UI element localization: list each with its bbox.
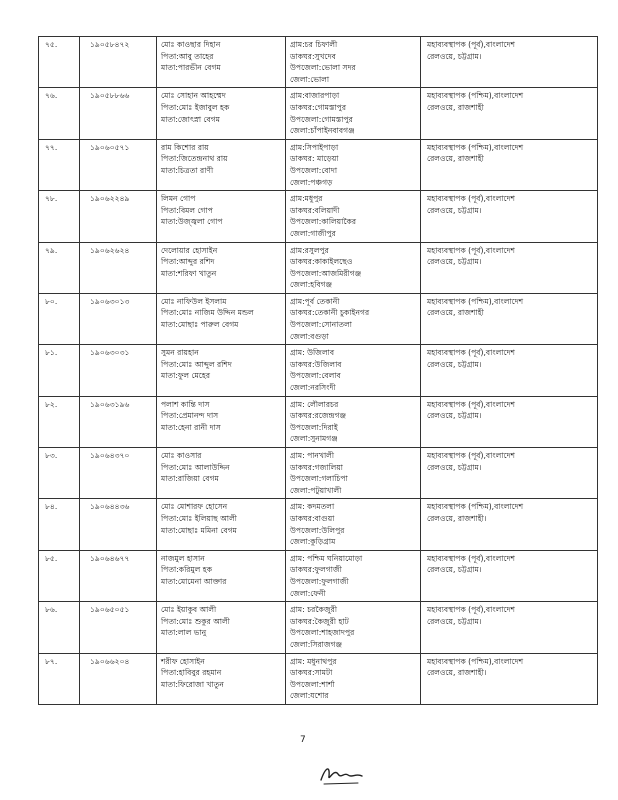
name-cell <box>157 602 286 653</box>
office-cell <box>421 293 598 344</box>
roll-number: ১৯০৬২৬২৪ <box>90 245 130 255</box>
name-cell <box>157 396 286 447</box>
address-cell <box>286 37 421 88</box>
name-line: পিতা:আবু তাহের <box>161 51 214 61</box>
office-line: রেলওয়ে, চট্টগ্রাম। <box>427 411 482 421</box>
office-line: মহাব্যবস্থাপক (পূর্ব),বাংলাদেশ <box>427 605 515 615</box>
address-line: জেলা:হবিগঞ্জ <box>290 280 333 290</box>
office-cell <box>421 242 598 293</box>
roll-cell <box>80 550 157 601</box>
name-cell <box>157 499 286 550</box>
serial-cell <box>39 653 80 704</box>
address-line: গ্রাম: উজিলাব <box>290 348 335 358</box>
address-line: ডাকঘর:তেকানী চুকাইনগর <box>290 308 370 318</box>
name-line: পিতা:প্রেমানন্দ দাস <box>161 411 219 421</box>
serial-number: ৮০. <box>45 296 58 306</box>
address-line: উপজেলা:দিরাই <box>290 422 338 432</box>
address-line: ডাকঘর:কৈজুরী হাট <box>290 616 349 626</box>
serial-cell <box>39 499 80 550</box>
address-line: গ্রাম:পূর্ব তেকানী <box>290 296 340 306</box>
address-line: গ্রাম: কদমতলা <box>290 502 335 512</box>
name-line: পিতা:মোঃ আব্দুল রশিদ <box>161 359 232 369</box>
office-line: মহাব্যবস্থাপক (পূর্ব),বাংলাদেশ <box>427 348 515 358</box>
name-line: মোঃ মোশারফ হোসেন <box>161 502 228 512</box>
serial-number: ৭৬. <box>45 91 58 101</box>
roll-cell <box>80 88 157 139</box>
office-line: রেলওয়ে, চট্টগ্রাম। <box>427 565 482 575</box>
roll-cell <box>80 191 157 242</box>
name-line: সুমন রায়হান <box>161 348 199 358</box>
name-cell <box>157 448 286 499</box>
address-line: জেলা:কুড়িগ্রাম <box>290 537 336 547</box>
serial-cell <box>39 37 80 88</box>
serial-number: ৮৩. <box>45 451 58 460</box>
address-line: গ্রাম: মধুনাথপুর <box>290 656 337 666</box>
name-cell <box>157 139 286 190</box>
address-line: ডাকঘর:বলিয়াদী <box>290 205 340 215</box>
address-cell <box>286 293 421 344</box>
name-line: মাতা:পারভীন বেগম <box>161 63 221 73</box>
address-line: ডাকঘর:রজেন্দ্রগঞ্জ <box>290 411 347 421</box>
roll-number: ১৯০৫৮৪৭২ <box>90 40 130 49</box>
name-line: পিতা:মোঃ ইলিয়াছ আলী <box>161 513 237 523</box>
name-line: মোঃ ইয়াকুব আলী <box>161 605 217 615</box>
name-cell <box>157 242 286 293</box>
name-line: মাতা:মোছাঃ মমিনা বেগম <box>161 525 237 535</box>
name-cell <box>157 653 286 704</box>
roll-number: ১৯০৬৩০১৩ <box>90 296 130 306</box>
address-cell <box>286 191 421 242</box>
roll-number: ১৯০৬০৫৭১ <box>90 142 130 152</box>
serial-number: ৭৯. <box>45 245 58 255</box>
table-row <box>39 345 598 396</box>
serial-number: ৮৬. <box>45 605 58 615</box>
roll-number: ১৯০৬৪৩৭০ <box>90 451 130 460</box>
roll-cell <box>80 396 157 447</box>
serial-number: ৮২. <box>45 399 58 409</box>
office-line: মহাব্যবস্থাপক (পশ্চিম),বাংলাদেশ <box>427 296 524 306</box>
name-line: শরীফ হোসাইন <box>161 656 205 666</box>
serial-cell <box>39 191 80 242</box>
roll-number: ১৯০৬২২৪৯ <box>90 194 130 204</box>
address-line: গ্রাম: পশ্চিম ঘনিয়ামোড়া <box>290 553 363 563</box>
address-line: ডাকঘর:বাগুয়া <box>290 513 335 523</box>
name-line: পিতা:মোঃ নাজিম উদ্দিন মন্ডল <box>161 308 254 318</box>
address-line: জেলা:পঞ্চগড় <box>290 177 333 187</box>
address-line: ডাকঘর: মাড়েয়া <box>290 154 339 164</box>
name-line: পিতা:করিমুল হক <box>161 565 213 575</box>
office-line: রেলওয়ে, রাজশাহী <box>427 154 484 164</box>
serial-cell <box>39 396 80 447</box>
serial-cell <box>39 345 80 396</box>
address-line: গ্রাম:মধুপুর <box>290 194 323 204</box>
address-line: গ্রাম: চরকৈজুরী <box>290 605 337 615</box>
name-cell <box>157 37 286 88</box>
name-cell <box>157 345 286 396</box>
serial-cell <box>39 139 80 190</box>
office-line: মহাব্যবস্থাপক (পূর্ব),বাংলাদেশ <box>427 451 515 460</box>
table-body <box>39 37 598 705</box>
name-line: দেলোয়ার হোসাইন <box>161 245 218 255</box>
address-line: উপজেলা:শাহজাদপুর <box>290 628 355 638</box>
address-line: গ্রাম:সিপাইপাড়া <box>290 142 339 152</box>
address-line: জেলা:বগুড়া <box>290 331 329 341</box>
address-line: গ্রাম: লৌলারচর <box>290 399 339 409</box>
address-line: উপজেলা:আজমিরীগঞ্জ <box>290 268 362 278</box>
serial-number: ৭৭. <box>45 142 58 152</box>
office-cell <box>421 345 598 396</box>
table-row <box>39 602 598 653</box>
name-line: মাতা:জোৎস্না বেগম <box>161 114 220 124</box>
address-line: ডাকঘর:গজালিয়া <box>290 462 344 472</box>
address-line: উপজেলা:বেলাব <box>290 371 341 381</box>
office-line: মহাব্যবস্থাপক (পশ্চিম),বাংলাদেশ <box>427 502 524 512</box>
roll-cell <box>80 242 157 293</box>
address-line: ডাকঘর:উজিলাব <box>290 359 342 369</box>
address-line: ডাকঘর:সামটা <box>290 668 333 678</box>
address-line: ডাকঘর:কাকাইলছেও <box>290 257 353 267</box>
table-row <box>39 37 598 88</box>
table-row <box>39 653 598 704</box>
address-line: জেলা:গাজীপুর <box>290 228 336 238</box>
name-cell <box>157 88 286 139</box>
address-line: গ্রাম:বাজারপাড়া <box>290 91 340 101</box>
name-line: মাতা:ফুল মেহের <box>161 371 211 381</box>
office-line: রেলওয়ে, রাজশাহী <box>427 102 484 112</box>
office-cell <box>421 653 598 704</box>
table-row <box>39 448 598 499</box>
roll-cell <box>80 653 157 704</box>
roll-number: ১৯০৬৪৪৩৬ <box>90 502 130 512</box>
roll-cell <box>80 139 157 190</box>
office-cell <box>421 191 598 242</box>
address-line: জেলা:সিরাজগঞ্জ <box>290 639 343 649</box>
office-cell <box>421 139 598 190</box>
office-cell <box>421 550 598 601</box>
name-line: রাম কিশোর রায় <box>161 142 209 152</box>
address-line: উপজেলা:গোমস্তাপুর <box>290 114 353 124</box>
serial-cell <box>39 602 80 653</box>
address-cell <box>286 550 421 601</box>
address-cell <box>286 448 421 499</box>
office-cell <box>421 88 598 139</box>
name-line: মাতা:উজ্জ্বলা গোপ <box>161 217 223 227</box>
name-line: মাতা:শরিফা খাতুন <box>161 268 217 278</box>
office-line: রেলওয়ে, চট্টগ্রাম। <box>427 462 482 472</box>
name-line: নাজমুল হাসান <box>161 553 205 563</box>
office-cell <box>421 37 598 88</box>
name-line: মাতা:মোমেনা আক্তার <box>161 576 227 586</box>
table-row <box>39 293 598 344</box>
roll-number: ১৯০৫৮৮৬৬ <box>90 91 130 101</box>
table-row <box>39 550 598 601</box>
address-line: গ্রাম: পানখালী <box>290 451 334 460</box>
name-line: মাতা:হেনা রানী দাস <box>161 422 221 432</box>
serial-number: ৮৪. <box>45 502 58 512</box>
serial-cell <box>39 550 80 601</box>
office-line: মহাব্যবস্থাপক (পূর্ব),বাংলাদেশ <box>427 194 515 204</box>
address-line: গ্রাম:রসুলপুর <box>290 245 329 255</box>
name-line: মোঃ কাওসার <box>161 451 202 460</box>
name-line: মাতা:মোছাঃ পারুল বেগম <box>161 320 239 330</box>
name-cell <box>157 293 286 344</box>
address-line: জেলা:ফেনী <box>290 588 326 598</box>
address-cell <box>286 242 421 293</box>
name-cell <box>157 191 286 242</box>
roll-cell <box>80 448 157 499</box>
name-line: মাতা:ফিরোজা খাতুন <box>161 679 224 689</box>
roll-cell <box>80 499 157 550</box>
name-line: পিতা:জিতেন্দ্রনাথ রায় <box>161 154 228 164</box>
address-line: জেলা:সুনামগঞ্জ <box>290 434 338 444</box>
address-cell <box>286 499 421 550</box>
address-line: উপজেলা:কালিয়াকৈর <box>290 217 357 227</box>
serial-number: ৮৫. <box>45 553 58 563</box>
roll-cell <box>80 37 157 88</box>
serial-number: ৮৭. <box>45 656 58 666</box>
address-line: গ্রাম:চর চিফালী <box>290 40 338 49</box>
office-line: মহাব্যবস্থাপক (পূর্ব),বাংলাদেশ <box>427 553 515 563</box>
name-line: পিতা:বিমল গোপ <box>161 205 213 215</box>
name-line: মোঃ নাফিউল ইসলাম <box>161 296 227 306</box>
office-line: মহাব্যবস্থাপক (পূর্ব),বাংলাদেশ <box>427 399 515 409</box>
roll-number: ১৯০৬৩০৩১ <box>90 348 130 358</box>
roll-number: ১৯০৬৫০৫১ <box>90 605 130 615</box>
table-row <box>39 191 598 242</box>
office-line: রেলওয়ে, রাজশাহী। <box>427 668 487 678</box>
office-line: রেলওয়ে, চট্টগ্রাম। <box>427 51 482 61</box>
name-line: পিতা:মোঃ আলাউদ্দিন <box>161 462 230 472</box>
name-line: মোঃ কাওছার দিহান <box>161 40 221 49</box>
name-line: মাতা:চিত্রতা রাণী <box>161 165 214 175</box>
office-cell <box>421 499 598 550</box>
name-line: পিতা:মোঃ ইজাবুল হক <box>161 102 230 112</box>
office-line: রেলওয়ে, রাজশাহী। <box>427 513 487 523</box>
candidate-list-sheet <box>38 36 598 705</box>
roll-number: ১৯০৬৬২০৪ <box>90 656 130 666</box>
address-cell <box>286 602 421 653</box>
address-cell <box>286 88 421 139</box>
name-cell <box>157 550 286 601</box>
office-line: রেলওয়ে, চট্টগ্রাম। <box>427 616 482 626</box>
address-cell <box>286 345 421 396</box>
address-line: ডাকঘর:সুখদেব <box>290 51 336 61</box>
serial-cell <box>39 88 80 139</box>
address-line: উপজেলা:উলিপুর <box>290 525 345 535</box>
signature-mark <box>318 760 366 788</box>
name-line: মোঃ সোহান আহম্মেদ <box>161 91 226 101</box>
serial-cell <box>39 242 80 293</box>
roll-number: ১৯০৬৩১৯৬ <box>90 399 130 409</box>
roll-number: ১৯০৬৪৬৭৭ <box>90 553 130 563</box>
address-cell <box>286 139 421 190</box>
address-line: উপজেলা:শার্শা <box>290 679 335 689</box>
address-cell <box>286 653 421 704</box>
office-cell <box>421 602 598 653</box>
table-row <box>39 396 598 447</box>
table-row <box>39 242 598 293</box>
office-line: মহাব্যবস্থাপক (পূর্ব),বাংলাদেশ <box>427 40 515 49</box>
page-number: 7 <box>300 735 306 745</box>
address-line: উপজেলা:গলাচিপা <box>290 474 348 484</box>
serial-number: ৭৮. <box>45 194 58 204</box>
office-line: মহাব্যবস্থাপক (পশ্চিম),বাংলাদেশ <box>427 91 524 101</box>
address-line: ডাকঘর:ফুলগাজী <box>290 565 342 575</box>
roll-cell <box>80 293 157 344</box>
candidate-table <box>38 36 598 705</box>
serial-cell <box>39 293 80 344</box>
address-line: জেলা:যশোর <box>290 691 329 701</box>
address-line: জেলা:ভোলা <box>290 74 330 84</box>
address-cell <box>286 396 421 447</box>
name-line: লিমন গোপ <box>161 194 196 204</box>
table-row <box>39 139 598 190</box>
office-line: মহাব্যবস্থাপক (পূর্ব),বাংলাদেশ <box>427 245 515 255</box>
serial-cell <box>39 448 80 499</box>
name-line: পলাশ কান্তি দাস <box>161 399 210 409</box>
office-line: রেলওয়ে, রাজশাহী <box>427 308 484 318</box>
name-line: পিতা:আব্দুর রশিদ <box>161 257 215 267</box>
address-line: উপজেলা:ভোলা সদর <box>290 63 356 73</box>
address-line: জেলা:নরসিংদী <box>290 383 336 393</box>
address-line: উপজেলা:ফুলগাজী <box>290 576 349 586</box>
roll-cell <box>80 602 157 653</box>
table-row <box>39 499 598 550</box>
serial-number: ৭৫. <box>45 40 58 49</box>
table-row <box>39 88 598 139</box>
office-line: মহাব্যবস্থাপক (পশ্চিম),বাংলাদেশ <box>427 142 524 152</box>
address-line: ডাকঘর:গোমস্তাপুর <box>290 102 347 112</box>
serial-number: ৮১. <box>45 348 58 358</box>
office-line: রেলওয়ে, চট্টগ্রাম। <box>427 257 482 267</box>
address-line: জেলা:পটুয়াখালী <box>290 485 342 495</box>
address-line: উপজেলা:বোদা <box>290 165 338 175</box>
address-line: উপজেলা:সোনাতলা <box>290 320 352 330</box>
office-line: রেলওয়ে, চট্টগ্রাম। <box>427 359 482 369</box>
name-line: মাতা:রাজিয়া বেগম <box>161 474 219 484</box>
name-line: পিতা:মোঃ শুকুর আলী <box>161 616 230 626</box>
name-line: মাতা:লাল ভানু <box>161 628 207 638</box>
address-line: জেলা:চাঁপাইনবাবগঞ্জ <box>290 126 355 136</box>
name-line: পিতা:হাবিবুর রহমান <box>161 668 222 678</box>
office-cell <box>421 396 598 447</box>
office-line: রেলওয়ে, চট্টগ্রাম। <box>427 205 482 215</box>
office-cell <box>421 448 598 499</box>
roll-cell <box>80 345 157 396</box>
office-line: মহাব্যবস্থাপক (পশ্চিম),বাংলাদেশ <box>427 656 524 666</box>
